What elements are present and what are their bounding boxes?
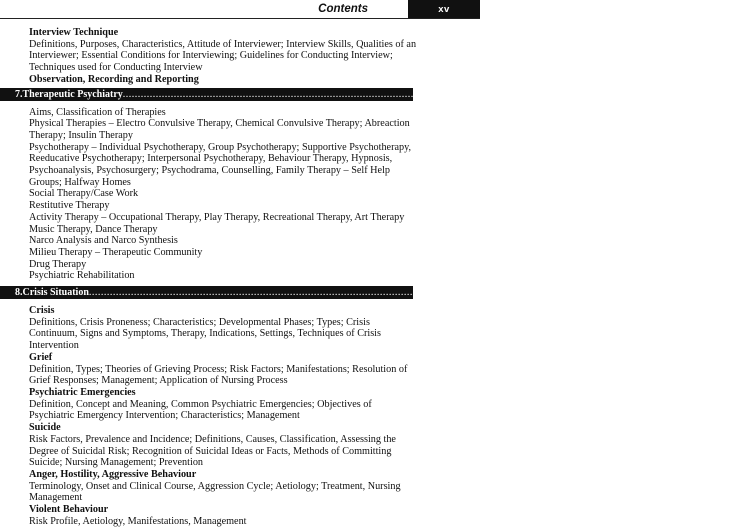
topic-line: Therapy; Insulin Therapy bbox=[29, 129, 133, 141]
running-header-title: Contents bbox=[318, 3, 368, 15]
header-rule bbox=[0, 18, 480, 19]
section-text-line: Degree of Suicidal Risk; Recognition of Suicidal Ideas or Facts, Methods of Committing bbox=[29, 445, 392, 457]
topic-line: Psychotherapy – Individual Psychotherapy, Group Psychotherapy; Supportive Psychotherapy, bbox=[29, 141, 412, 153]
topic-line: Narco Analysis and Narco Synthesis bbox=[29, 235, 178, 247]
chapter-page: 223 bbox=[723, 88, 739, 100]
topic-line: Drug Therapy bbox=[29, 258, 87, 270]
section-text-line: Continuum, Signs and Symptoms, Therapy, Indications, Settings, Techniques of Crisis bbox=[29, 328, 381, 340]
topic-line: Aims, Classification of Therapies bbox=[29, 106, 166, 118]
topic-line: Groups; Halfway Homes bbox=[29, 176, 131, 188]
section-text-line: Definition, Types; Theories of Grieving Process; Risk Factors; Manifestations; Resolution of bbox=[29, 363, 408, 375]
topic-line: Restitutive Therapy bbox=[29, 200, 110, 212]
topic-line: Physical Therapies – Electro Convulsive Therapy, Chemical Convulsive Therapy; Abreaction bbox=[29, 118, 410, 130]
chapter-title: Therapeutic Psychiatry bbox=[22, 88, 123, 100]
section-text-line: Grief Responses; Management; Application of Nursing Process bbox=[29, 375, 288, 387]
topic-line: Social Therapy/Case Work bbox=[29, 188, 139, 200]
section-heading: Violent Behaviour bbox=[29, 504, 109, 516]
pre-section bbox=[29, 27, 469, 86]
section-text-line: Definitions, Crisis Proneness; Characteristics; Developmental Phases; Types; Crisis bbox=[29, 316, 370, 328]
section-text-line: Suicide; Nursing Management; Prevention bbox=[29, 457, 204, 469]
chapter-title: Crisis Situation bbox=[22, 287, 89, 299]
topic-line: Reeducative Psychotherapy; Interpersonal Psychotherapy, Behaviour Therapy, Hypnosis, bbox=[29, 153, 393, 165]
chapter-7-topics bbox=[29, 107, 469, 283]
chapter-page: 304 bbox=[689, 287, 705, 299]
section-heading: Grief bbox=[29, 351, 53, 363]
topic-line: Psychiatric Rehabilitation bbox=[29, 270, 135, 282]
section-text-line: Psychiatric Emergency Intervention; Characteristics; Management bbox=[29, 410, 300, 422]
section-text-line: Techniques used for Conducting Interview bbox=[29, 62, 203, 74]
chapter-7-bar[interactable] bbox=[0, 88, 739, 101]
chapter-number: 8. bbox=[15, 287, 23, 299]
section-text-line: Definitions, Purposes, Characteristics, Attitude of Interviewer; Interview Skills, Qualities of an bbox=[29, 38, 417, 50]
section-text-line: Risk Factors, Prevalence and Incidence; Definitions, Causes, Classification, Assessing the bbox=[29, 433, 396, 445]
section-heading: Psychiatric Emergencies bbox=[29, 386, 136, 398]
section-text-line: Terminology, Onset and Clinical Course, Aggression Cycle; Aetiology; Treatment, Nursing bbox=[29, 480, 401, 492]
section-heading: Observation, Recording and Reporting bbox=[29, 73, 199, 85]
leader-dots: ........................................................................................................................................................................................................ bbox=[122, 88, 723, 100]
section-text-line: Interviewer; Essential Conditions for Interviewing; Guidelines for Conducting Interview; bbox=[29, 50, 393, 62]
chapter-8-topics bbox=[29, 305, 469, 527]
section-heading: Suicide bbox=[29, 422, 61, 434]
chapter-8-bar[interactable] bbox=[0, 286, 705, 299]
section-text-line: Risk Profile, Aetiology, Manifestations, Management bbox=[29, 515, 247, 527]
section-heading: Crisis bbox=[29, 305, 55, 317]
topic-line: Music Therapy, Dance Therapy bbox=[29, 223, 158, 235]
section-text-line: Definition, Concept and Meaning, Common Psychiatric Emergencies; Objectives of bbox=[29, 398, 372, 410]
section-text-line: Intervention bbox=[29, 340, 79, 352]
page-number-box: xv bbox=[408, 0, 480, 19]
chapter-number: 7. bbox=[15, 88, 23, 100]
section-heading: Anger, Hostility, Aggressive Behaviour bbox=[29, 468, 197, 480]
section-text-line: Management bbox=[29, 492, 83, 504]
topic-line: Activity Therapy – Occupational Therapy, Play Therapy, Recreational Therapy, Art Therapy bbox=[29, 211, 405, 223]
topic-line: Psychoanalysis, Psychosurgery; Psychodrama, Counselling, Family Therapy – Self Help bbox=[29, 165, 390, 177]
topic-line: Milieu Therapy – Therapeutic Community bbox=[29, 246, 203, 258]
leader-dots: ........................................................................................................................................................................................................ bbox=[88, 287, 689, 299]
toc-content bbox=[15, 27, 739, 527]
section-heading: Interview Technique bbox=[29, 27, 119, 38]
